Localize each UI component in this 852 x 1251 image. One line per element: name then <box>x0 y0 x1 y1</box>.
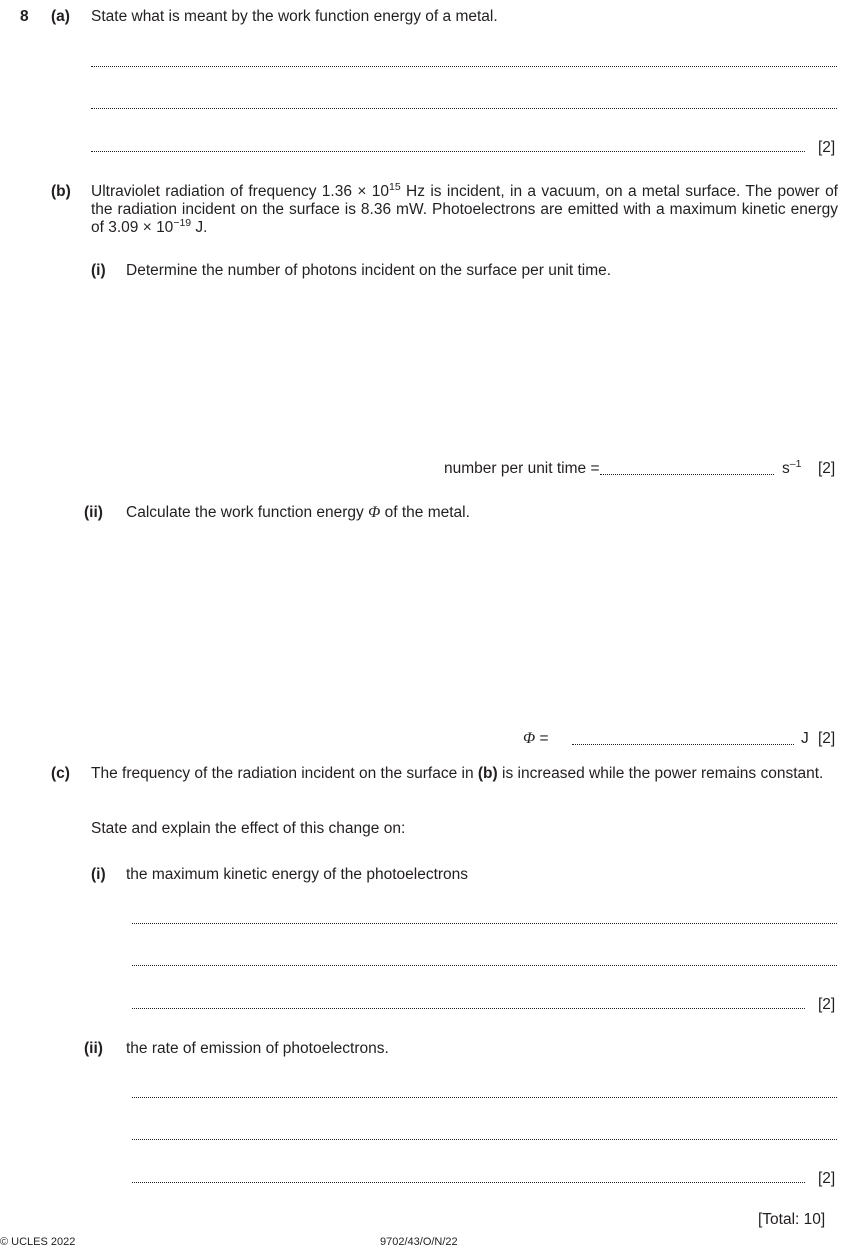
part-c-i-label: (i) <box>91 866 106 883</box>
answer-line[interactable] <box>132 1139 837 1140</box>
part-b-label: (b) <box>51 183 71 200</box>
unit-text: s <box>782 460 790 477</box>
answer-line[interactable] <box>91 66 837 67</box>
unit-exponent: –1 <box>789 458 802 470</box>
part-c-label: (c) <box>51 765 70 782</box>
part-a-question: State what is meant by the work function energy of a metal. <box>91 8 498 25</box>
answer-line[interactable] <box>572 744 794 745</box>
phi-symbol: Φ <box>523 730 536 747</box>
marks-a: [2] <box>818 139 836 156</box>
stem-text: Hz is incident, in a vacuum, on a metal surface. The power of the radiation incident on the surface is 8.36 mW. Photoelectrons are emitted with a maximum kinetic energy of 3.09 × 10 <box>91 183 838 236</box>
total-marks: [Total: 10] <box>758 1211 826 1228</box>
unit-j: J <box>801 730 809 747</box>
part-c-i-question: the maximum kinetic energy of the photoelectrons <box>126 866 469 883</box>
answer-line[interactable] <box>132 923 837 924</box>
part-b-stem <box>91 183 838 237</box>
marks-b-i: [2] <box>818 460 836 477</box>
marks-c-ii: [2] <box>818 1170 836 1187</box>
part-c-stem <box>91 765 838 783</box>
part-b-i-question: Determine the number of photons incident on the surface per unit time. <box>126 262 612 279</box>
stem-text: is increased while the power remains constant. <box>502 765 824 782</box>
stem-text: J. <box>191 219 208 236</box>
question-text: Calculate the work function energy <box>126 504 364 521</box>
part-c-ii-label: (ii) <box>84 1040 103 1057</box>
answer-line[interactable] <box>91 108 837 109</box>
footer-copyright: © UCLES 2022 <box>0 1236 76 1248</box>
answer-line[interactable] <box>132 1182 805 1183</box>
part-b-ii-question <box>126 504 470 522</box>
frequency-exponent: 15 <box>389 181 401 193</box>
marks-b-ii: [2] <box>818 730 836 747</box>
part-b-ii-label: (ii) <box>84 504 103 521</box>
answer-line[interactable] <box>132 965 837 966</box>
question-number: 8 <box>20 8 29 25</box>
phi-answer-label <box>523 730 549 748</box>
answer-line[interactable] <box>132 1008 805 1009</box>
footer-code: 9702/43/O/N/22 <box>380 1236 458 1248</box>
part-b-i-label: (i) <box>91 262 106 279</box>
phi-symbol: Φ <box>368 504 381 521</box>
stem-text: The frequency of the radiation incident on the surface in <box>91 765 474 782</box>
part-c-ii-question: the rate of emission of photoelectrons. <box>126 1040 389 1057</box>
equals-sign: = <box>539 730 549 747</box>
marks-c-i: [2] <box>818 996 836 1013</box>
unit-s <box>782 460 801 478</box>
stem-text: Ultraviolet radiation of frequency 1.36 × 10 <box>91 183 389 200</box>
answer-line[interactable] <box>600 474 774 475</box>
part-a-label: (a) <box>51 8 70 25</box>
energy-exponent: −19 <box>173 217 192 229</box>
part-reference: (b) <box>477 765 498 782</box>
answer-line[interactable] <box>91 151 805 152</box>
answer-label: number per unit time = <box>444 460 600 477</box>
question-text: of the metal. <box>384 504 470 521</box>
part-c-instruction: State and explain the effect of this change on: <box>91 820 406 837</box>
answer-line[interactable] <box>132 1097 837 1098</box>
